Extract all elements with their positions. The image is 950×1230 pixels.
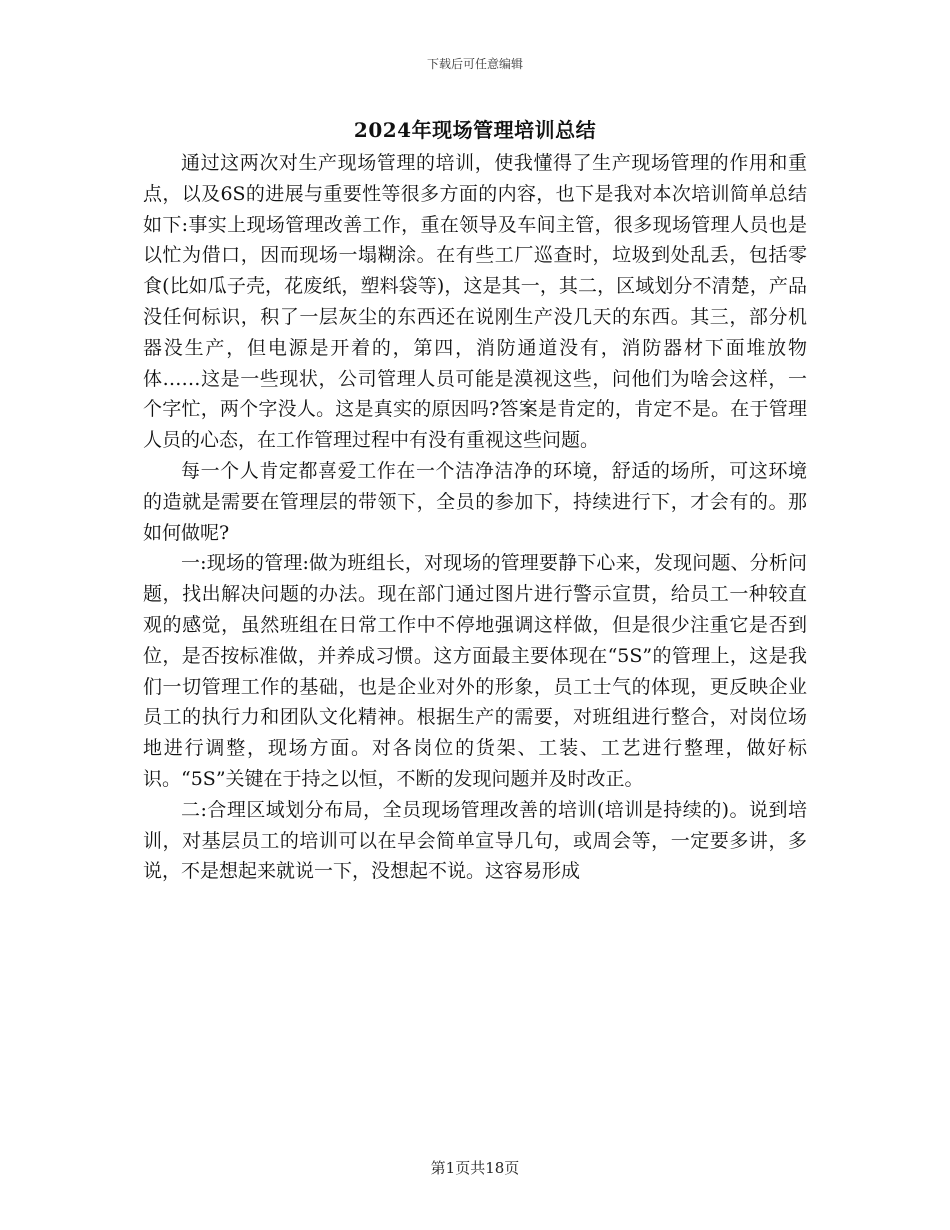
header-note: 下载后可任意编辑 — [426, 57, 523, 71]
paragraph-4: 二:合理区域划分布局，全员现场管理改善的培训(培训是持续的)。说到培训，对基层员工的培训可以在早会简单宣导几句，或周会等，一定要多讲，多说，不是想起来就说一下，没想起不说。这容易形成 — [143, 798, 807, 883]
paragraph-2: 每一个人肯定都喜爱工作在一个洁净洁净的环境，舒适的场所，可这环境的造就是需要在管理层的带领下，全员的参加下，持续进行下，才会有的。那如何做呢? — [143, 459, 807, 544]
paragraph-3: 一:现场的管理:做为班组长，对现场的管理要静下心来，发现问题、分析问题，找出解决问题的办法。现在部门通过图片进行警示宣贯，给员工一种较直观的感觉，虽然班组在日常工作中不停地强调这样做，但是很少注重它是否到位，是否按标准做，并养成习惯。这方面最主要体现在“5S”的管理上，这是我们一切管理工作的基础，也是企业对外的形象，员工士气的体现，更反映企业员工的执行力和团队文化精神。根据生产的需要，对班组进行整合，对岗位场地进行调整，现场方面。对各岗位的货架、工装、工艺进行整理，做好标识。“5S”关键在于持之以恒，不断的发现问题并及时改正。 — [143, 552, 807, 790]
page-indicator: 第1页共18页 — [430, 1159, 520, 1177]
document-title: 2024年现场管理培训总结 — [353, 118, 597, 142]
paragraph-1: 通过这两次对生产现场管理的培训，使我懂得了生产现场管理的作用和重点，以及6S的进展与重要性等很多方面的内容，也下是我对本次培训简单总结如下:事实上现场管理改善工作，重在领导及车间主管，很多现场管理人员也是以忙为借口，因而现场一塌糊涂。在有些工厂巡查时，垃圾到处乱丢，包括零食(比如瓜子壳，花废纸，塑料袋等)，这是其一，其二，区域划分不清楚，产品没任何标识，积了一层灰尘的东西还在说刚生产没几天的东西。其三，部分机器没生产，但电源是开着的，第四，消防通道没有，消防器材下面堆放物体……这是一些现状，公司管理人员可能是漠视这些，问他们为啥会这样，一个字忙，两个字没人。这是真实的原因吗?答案是肯定的，肯定不是。在于管理人员的心态，在工作管理过程中有没有重视这些问题。 — [143, 152, 807, 452]
document-body — [143, 148, 807, 887]
